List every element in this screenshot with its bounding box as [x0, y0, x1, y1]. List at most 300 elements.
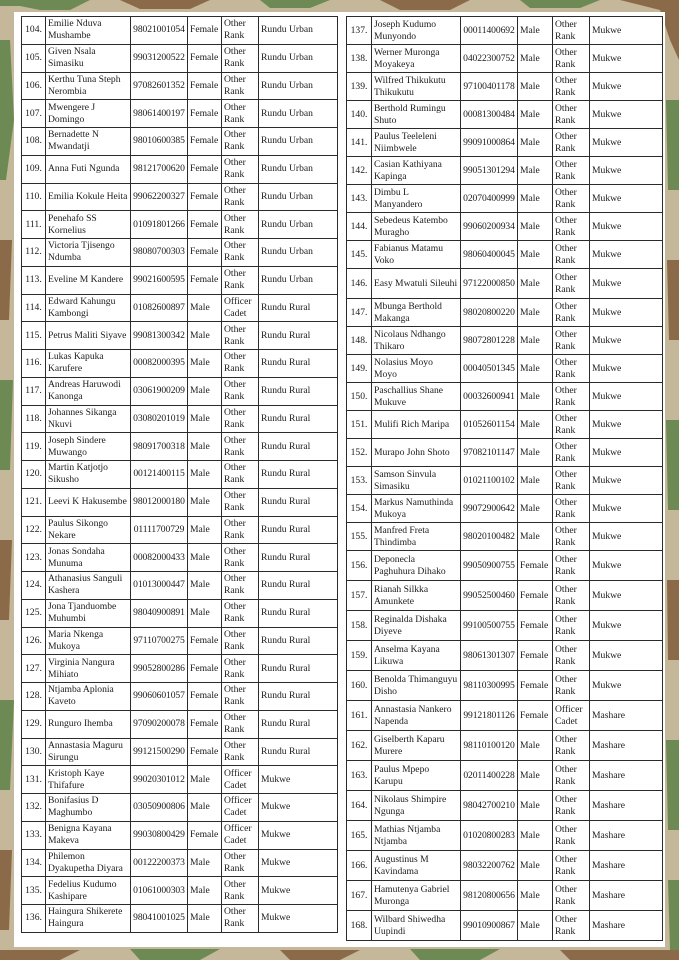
id-number: 98020100482: [461, 523, 518, 551]
member-name: Paulus Teeleleni Niimbwele: [372, 129, 461, 157]
station-cell: Mukwe: [590, 45, 663, 73]
row-number: 151.: [347, 411, 372, 439]
member-name: Rianah Silkka Amunkete: [372, 581, 461, 611]
row-number: 163.: [347, 761, 372, 791]
row-number: 139.: [347, 73, 372, 101]
member-name: Kristoph Kaye Thifafure: [46, 766, 131, 794]
row-number: 161.: [347, 701, 372, 731]
roster-body-right: [347, 17, 663, 941]
rank-cell: Other Rank: [553, 101, 590, 129]
member-name: Wilfred Thikukutu Thikukutu: [372, 73, 461, 101]
member-name: Edward Kahungu Kambongi: [46, 294, 131, 322]
row-number: 125.: [22, 599, 46, 627]
id-number: 03061900209: [131, 377, 188, 405]
member-name: Leevi K Hakusembe: [46, 488, 131, 516]
rank-cell: Other Rank: [222, 405, 259, 433]
table-row: [22, 377, 338, 405]
member-name: Casian Kathiyana Kapinga: [372, 157, 461, 185]
id-number: 03050900806: [131, 794, 188, 822]
id-number: 00082000395: [131, 350, 188, 378]
gender-cell: Male: [188, 377, 222, 405]
gender-cell: Female: [518, 641, 553, 671]
id-number: 98091700318: [131, 433, 188, 461]
member-name: Jona Tjanduombe Muhumbi: [46, 599, 131, 627]
table-row: [22, 821, 338, 849]
gender-cell: Male: [518, 439, 553, 467]
gender-cell: Male: [188, 877, 222, 905]
id-number: 00121400115: [131, 461, 188, 489]
member-name: Virginia Nangura Mihiato: [46, 655, 131, 683]
station-cell: Rundu Rural: [259, 627, 338, 655]
row-number: 154.: [347, 495, 372, 523]
member-name: Mathias Ntjamba Ntjamba: [372, 821, 461, 851]
id-number: 98110100120: [461, 731, 518, 761]
id-number: 99100500755: [461, 611, 518, 641]
station-cell: Rundu Rural: [259, 377, 338, 405]
row-number: 114.: [22, 294, 46, 322]
row-number: 148.: [347, 327, 372, 355]
station-cell: Mashare: [590, 881, 663, 911]
gender-cell: Female: [188, 211, 222, 239]
member-name: Bonifasius D Maghumbo: [46, 794, 131, 822]
station-cell: Mukwe: [590, 523, 663, 551]
table-row: [347, 241, 663, 269]
rank-cell: Other Rank: [553, 791, 590, 821]
gender-cell: Female: [518, 551, 553, 581]
table-row: [22, 294, 338, 322]
gender-cell: Male: [518, 911, 553, 941]
gender-cell: Male: [518, 327, 553, 355]
id-number: 98042700210: [461, 791, 518, 821]
id-number: 98021001054: [131, 17, 188, 45]
rank-cell: Other Rank: [222, 44, 259, 72]
member-name: Fedelius Kudumo Kashipare: [46, 877, 131, 905]
id-number: 99121801126: [461, 701, 518, 731]
member-name: Paulus Sikongo Nekare: [46, 516, 131, 544]
member-name: Sebedeus Katembo Muragho: [372, 213, 461, 241]
member-name: Joseph Kudumo Munyondo: [372, 17, 461, 45]
member-name: Nikolaus Shimpire Ngunga: [372, 791, 461, 821]
table-row: [347, 73, 663, 101]
id-number: 99062200327: [131, 183, 188, 211]
id-number: 97082601352: [131, 72, 188, 100]
table-row: [22, 849, 338, 877]
member-name: Augustinus M Kavindama: [372, 851, 461, 881]
rank-cell: Other Rank: [553, 881, 590, 911]
row-number: 142.: [347, 157, 372, 185]
rank-cell: Other Rank: [222, 211, 259, 239]
rank-cell: Other Rank: [222, 738, 259, 766]
gender-cell: Male: [518, 467, 553, 495]
id-number: 98020800220: [461, 299, 518, 327]
rank-cell: Other Rank: [553, 241, 590, 269]
id-number: 00082000433: [131, 544, 188, 572]
station-cell: Mashare: [590, 821, 663, 851]
station-cell: Mukwe: [590, 327, 663, 355]
gender-cell: Male: [518, 761, 553, 791]
id-number: 98060400045: [461, 241, 518, 269]
rank-cell: Other Rank: [553, 581, 590, 611]
station-cell: Mukwe: [590, 129, 663, 157]
member-name: Benolda Thimanguyu Disho: [372, 671, 461, 701]
table-row: [22, 544, 338, 572]
row-number: 107.: [22, 100, 46, 128]
id-number: 99021600595: [131, 266, 188, 294]
station-cell: Mukwe: [590, 551, 663, 581]
rank-cell: Other Rank: [553, 269, 590, 299]
table-row: [347, 101, 663, 129]
member-name: Runguro Ihemba: [46, 710, 131, 738]
rank-cell: Other Rank: [553, 17, 590, 45]
row-number: 135.: [22, 877, 46, 905]
station-cell: Rundu Urban: [259, 72, 338, 100]
rank-cell: Other Rank: [222, 183, 259, 211]
table-row: [22, 183, 338, 211]
table-row: [347, 383, 663, 411]
row-number: 134.: [22, 849, 46, 877]
gender-cell: Male: [188, 516, 222, 544]
rank-cell: Other Rank: [553, 523, 590, 551]
rank-cell: Other Rank: [222, 877, 259, 905]
member-name: Wilbard Shiwedha Uupindi: [372, 911, 461, 941]
station-cell: Mukwe: [590, 411, 663, 439]
id-number: 98040900891: [131, 599, 188, 627]
table-row: [347, 641, 663, 671]
station-cell: Rundu Urban: [259, 128, 338, 156]
rank-cell: Other Rank: [553, 383, 590, 411]
id-number: 99081300342: [131, 322, 188, 350]
row-number: 167.: [347, 881, 372, 911]
table-row: [347, 439, 663, 467]
rank-cell: Other Rank: [553, 611, 590, 641]
id-number: 99030800429: [131, 821, 188, 849]
member-name: Jonas Sondaha Munuma: [46, 544, 131, 572]
station-cell: Rundu Rural: [259, 544, 338, 572]
station-cell: Mukwe: [590, 641, 663, 671]
gender-cell: Male: [188, 905, 222, 933]
row-number: 120.: [22, 461, 46, 489]
gender-cell: Male: [518, 241, 553, 269]
member-name: Dimbu L Manyandero: [372, 185, 461, 213]
row-number: 127.: [22, 655, 46, 683]
station-cell: Mukwe: [590, 269, 663, 299]
row-number: 168.: [347, 911, 372, 941]
id-number: 97122000850: [461, 269, 518, 299]
member-name: Manfred Freta Thindimba: [372, 523, 461, 551]
id-number: 01052601154: [461, 411, 518, 439]
rank-cell: Officer Cadet: [222, 821, 259, 849]
gender-cell: Female: [518, 701, 553, 731]
station-cell: Rundu Rural: [259, 350, 338, 378]
gender-cell: Female: [188, 100, 222, 128]
station-cell: Rundu Rural: [259, 322, 338, 350]
id-number: 98061301307: [461, 641, 518, 671]
rank-cell: Other Rank: [553, 411, 590, 439]
row-number: 146.: [347, 269, 372, 299]
rank-cell: Other Rank: [222, 544, 259, 572]
station-cell: Rundu Urban: [259, 44, 338, 72]
table-row: [22, 710, 338, 738]
rank-cell: Other Rank: [222, 516, 259, 544]
table-row: [22, 72, 338, 100]
row-number: 158.: [347, 611, 372, 641]
table-row: [347, 791, 663, 821]
row-number: 131.: [22, 766, 46, 794]
rank-cell: Other Rank: [553, 439, 590, 467]
station-cell: Rundu Rural: [259, 738, 338, 766]
gender-cell: Male: [518, 881, 553, 911]
row-number: 119.: [22, 433, 46, 461]
gender-cell: Male: [518, 383, 553, 411]
gender-cell: Male: [518, 411, 553, 439]
gender-cell: Female: [188, 821, 222, 849]
station-cell: Mukwe: [590, 185, 663, 213]
rank-cell: Other Rank: [553, 551, 590, 581]
row-number: 137.: [347, 17, 372, 45]
gender-cell: Male: [518, 731, 553, 761]
gender-cell: Female: [188, 683, 222, 711]
gender-cell: Male: [518, 821, 553, 851]
table-row: [347, 911, 663, 941]
station-cell: Mukwe: [590, 671, 663, 701]
row-number: 117.: [22, 377, 46, 405]
station-cell: Rundu Rural: [259, 294, 338, 322]
station-cell: Rundu Urban: [259, 155, 338, 183]
rank-cell: Other Rank: [222, 239, 259, 267]
rank-cell: Other Rank: [222, 488, 259, 516]
station-cell: Rundu Rural: [259, 461, 338, 489]
member-name: Samson Sinvula Simasiku: [372, 467, 461, 495]
station-cell: Mukwe: [259, 821, 338, 849]
rank-cell: Officer Cadet: [222, 794, 259, 822]
station-cell: Mukwe: [590, 157, 663, 185]
station-cell: Mashare: [590, 791, 663, 821]
table-row: [347, 185, 663, 213]
id-number: 02011400228: [461, 761, 518, 791]
station-cell: Mukwe: [590, 101, 663, 129]
gender-cell: Male: [518, 73, 553, 101]
row-number: 112.: [22, 239, 46, 267]
row-number: 133.: [22, 821, 46, 849]
rank-cell: Other Rank: [222, 655, 259, 683]
id-number: 01061000303: [131, 877, 188, 905]
member-name: Penehafo SS Kornelius: [46, 211, 131, 239]
id-number: 00011400692: [461, 17, 518, 45]
gender-cell: Male: [518, 45, 553, 73]
gender-cell: Female: [518, 581, 553, 611]
row-number: 132.: [22, 794, 46, 822]
row-number: 113.: [22, 266, 46, 294]
gender-cell: Male: [188, 488, 222, 516]
gender-cell: Female: [518, 611, 553, 641]
member-name: Kerthu Tuna Steph Nerombia: [46, 72, 131, 100]
id-number: 99052500460: [461, 581, 518, 611]
member-name: Eveline M Kandere: [46, 266, 131, 294]
gender-cell: Male: [188, 322, 222, 350]
rank-cell: Other Rank: [222, 128, 259, 156]
rank-cell: Other Rank: [222, 155, 259, 183]
member-name: Reginalda Dishaka Diyeve: [372, 611, 461, 641]
id-number: 98010600385: [131, 128, 188, 156]
member-name: Petrus Maliti Siyave: [46, 322, 131, 350]
member-name: Hamutenya Gabriel Muronga: [372, 881, 461, 911]
row-number: 141.: [347, 129, 372, 157]
id-number: 99051301294: [461, 157, 518, 185]
table-row: [22, 128, 338, 156]
member-name: Fabianus Matamu Voko: [372, 241, 461, 269]
id-number: 99091000864: [461, 129, 518, 157]
station-cell: Rundu Rural: [259, 655, 338, 683]
id-number: 99072900642: [461, 495, 518, 523]
id-number: 01082600897: [131, 294, 188, 322]
id-number: 99052800286: [131, 655, 188, 683]
id-number: 97110700275: [131, 627, 188, 655]
row-number: 144.: [347, 213, 372, 241]
gender-cell: Female: [188, 710, 222, 738]
rank-cell: Other Rank: [222, 377, 259, 405]
rank-cell: Other Rank: [222, 433, 259, 461]
row-number: 105.: [22, 44, 46, 72]
id-number: 00081300484: [461, 101, 518, 129]
row-number: 153.: [347, 467, 372, 495]
rank-cell: Other Rank: [553, 213, 590, 241]
station-cell: Rundu Urban: [259, 266, 338, 294]
table-row: [347, 327, 663, 355]
member-name: Paschallius Shane Mukuve: [372, 383, 461, 411]
station-cell: Mukwe: [259, 766, 338, 794]
table-row: [347, 523, 663, 551]
rank-cell: Other Rank: [553, 761, 590, 791]
station-cell: Rundu Rural: [259, 683, 338, 711]
station-cell: Mashare: [590, 701, 663, 731]
rank-cell: Other Rank: [553, 851, 590, 881]
station-cell: Mukwe: [590, 611, 663, 641]
table-row: [347, 731, 663, 761]
row-number: 128.: [22, 683, 46, 711]
rank-cell: Other Rank: [553, 129, 590, 157]
gender-cell: Female: [188, 266, 222, 294]
gender-cell: Male: [188, 461, 222, 489]
member-name: Athanasius Sanguli Kashera: [46, 572, 131, 600]
id-number: 02070400999: [461, 185, 518, 213]
id-number: 01021100102: [461, 467, 518, 495]
row-number: 165.: [347, 821, 372, 851]
table-row: [347, 411, 663, 439]
row-number: 149.: [347, 355, 372, 383]
gender-cell: Female: [188, 627, 222, 655]
member-name: Easy Mwatuli Sileuhi: [372, 269, 461, 299]
member-name: Annastasia Nankero Napenda: [372, 701, 461, 731]
gender-cell: Male: [188, 849, 222, 877]
station-cell: Rundu Rural: [259, 599, 338, 627]
table-row: [22, 322, 338, 350]
document-page: [14, 12, 665, 947]
table-row: [347, 581, 663, 611]
table-row: [22, 461, 338, 489]
member-name: Joseph Sindere Muwango: [46, 433, 131, 461]
gender-cell: Female: [188, 155, 222, 183]
member-name: Paulus Mpepo Karupu: [372, 761, 461, 791]
roster-table-left: [21, 16, 338, 933]
station-cell: Mukwe: [590, 439, 663, 467]
row-number: 118.: [22, 405, 46, 433]
table-row: [22, 211, 338, 239]
station-cell: Mukwe: [590, 495, 663, 523]
id-number: 01091801266: [131, 211, 188, 239]
row-number: 162.: [347, 731, 372, 761]
gender-cell: Male: [188, 544, 222, 572]
station-cell: Mukwe: [590, 299, 663, 327]
table-row: [22, 44, 338, 72]
table-row: [347, 45, 663, 73]
table-row: [347, 495, 663, 523]
rank-cell: Officer Cadet: [553, 701, 590, 731]
table-row: [22, 599, 338, 627]
id-number: 01020800283: [461, 821, 518, 851]
id-number: 98061400197: [131, 100, 188, 128]
rank-cell: Other Rank: [222, 710, 259, 738]
station-cell: Mukwe: [259, 849, 338, 877]
table-row: [347, 551, 663, 581]
table-row: [22, 100, 338, 128]
id-number: 98080700303: [131, 239, 188, 267]
rank-cell: Other Rank: [553, 671, 590, 701]
id-number: 00122200373: [131, 849, 188, 877]
member-name: Nolasius Moyo Moyo: [372, 355, 461, 383]
table-row: [22, 794, 338, 822]
gender-cell: Male: [518, 157, 553, 185]
rank-cell: Other Rank: [222, 266, 259, 294]
gender-cell: Female: [188, 44, 222, 72]
row-number: 129.: [22, 710, 46, 738]
station-cell: Rundu Rural: [259, 405, 338, 433]
gender-cell: Female: [188, 128, 222, 156]
gender-cell: Male: [188, 433, 222, 461]
member-name: Nicolaus Ndhango Thikaro: [372, 327, 461, 355]
id-number: 98110300995: [461, 671, 518, 701]
table-row: [347, 821, 663, 851]
gender-cell: Male: [188, 405, 222, 433]
table-row: [22, 350, 338, 378]
member-name: Mulifi Rich Maripa: [372, 411, 461, 439]
station-cell: Mukwe: [259, 794, 338, 822]
station-cell: Mukwe: [590, 213, 663, 241]
member-name: Deponecla Paghuhura Dihako: [372, 551, 461, 581]
row-number: 150.: [347, 383, 372, 411]
station-cell: Mukwe: [259, 877, 338, 905]
station-cell: Mukwe: [259, 905, 338, 933]
row-number: 123.: [22, 544, 46, 572]
table-row: [347, 269, 663, 299]
member-name: Johannes Sikanga Nkuvi: [46, 405, 131, 433]
member-name: Murapo John Shoto: [372, 439, 461, 467]
member-name: Benigna Kayana Makeva: [46, 821, 131, 849]
table-row: [22, 766, 338, 794]
gender-cell: Male: [518, 523, 553, 551]
member-name: Bernadette N Mwandatji: [46, 128, 131, 156]
row-number: 164.: [347, 791, 372, 821]
gender-cell: Male: [518, 299, 553, 327]
member-name: Emilie Nduva Mushambe: [46, 17, 131, 45]
member-name: Martin Katjotjo Sikusho: [46, 461, 131, 489]
member-name: Emilia Kokule Heita: [46, 183, 131, 211]
table-row: [22, 488, 338, 516]
rank-cell: Other Rank: [553, 467, 590, 495]
table-row: [347, 611, 663, 641]
rank-cell: Other Rank: [553, 495, 590, 523]
member-name: Andreas Haruwodi Kanonga: [46, 377, 131, 405]
gender-cell: Male: [188, 572, 222, 600]
